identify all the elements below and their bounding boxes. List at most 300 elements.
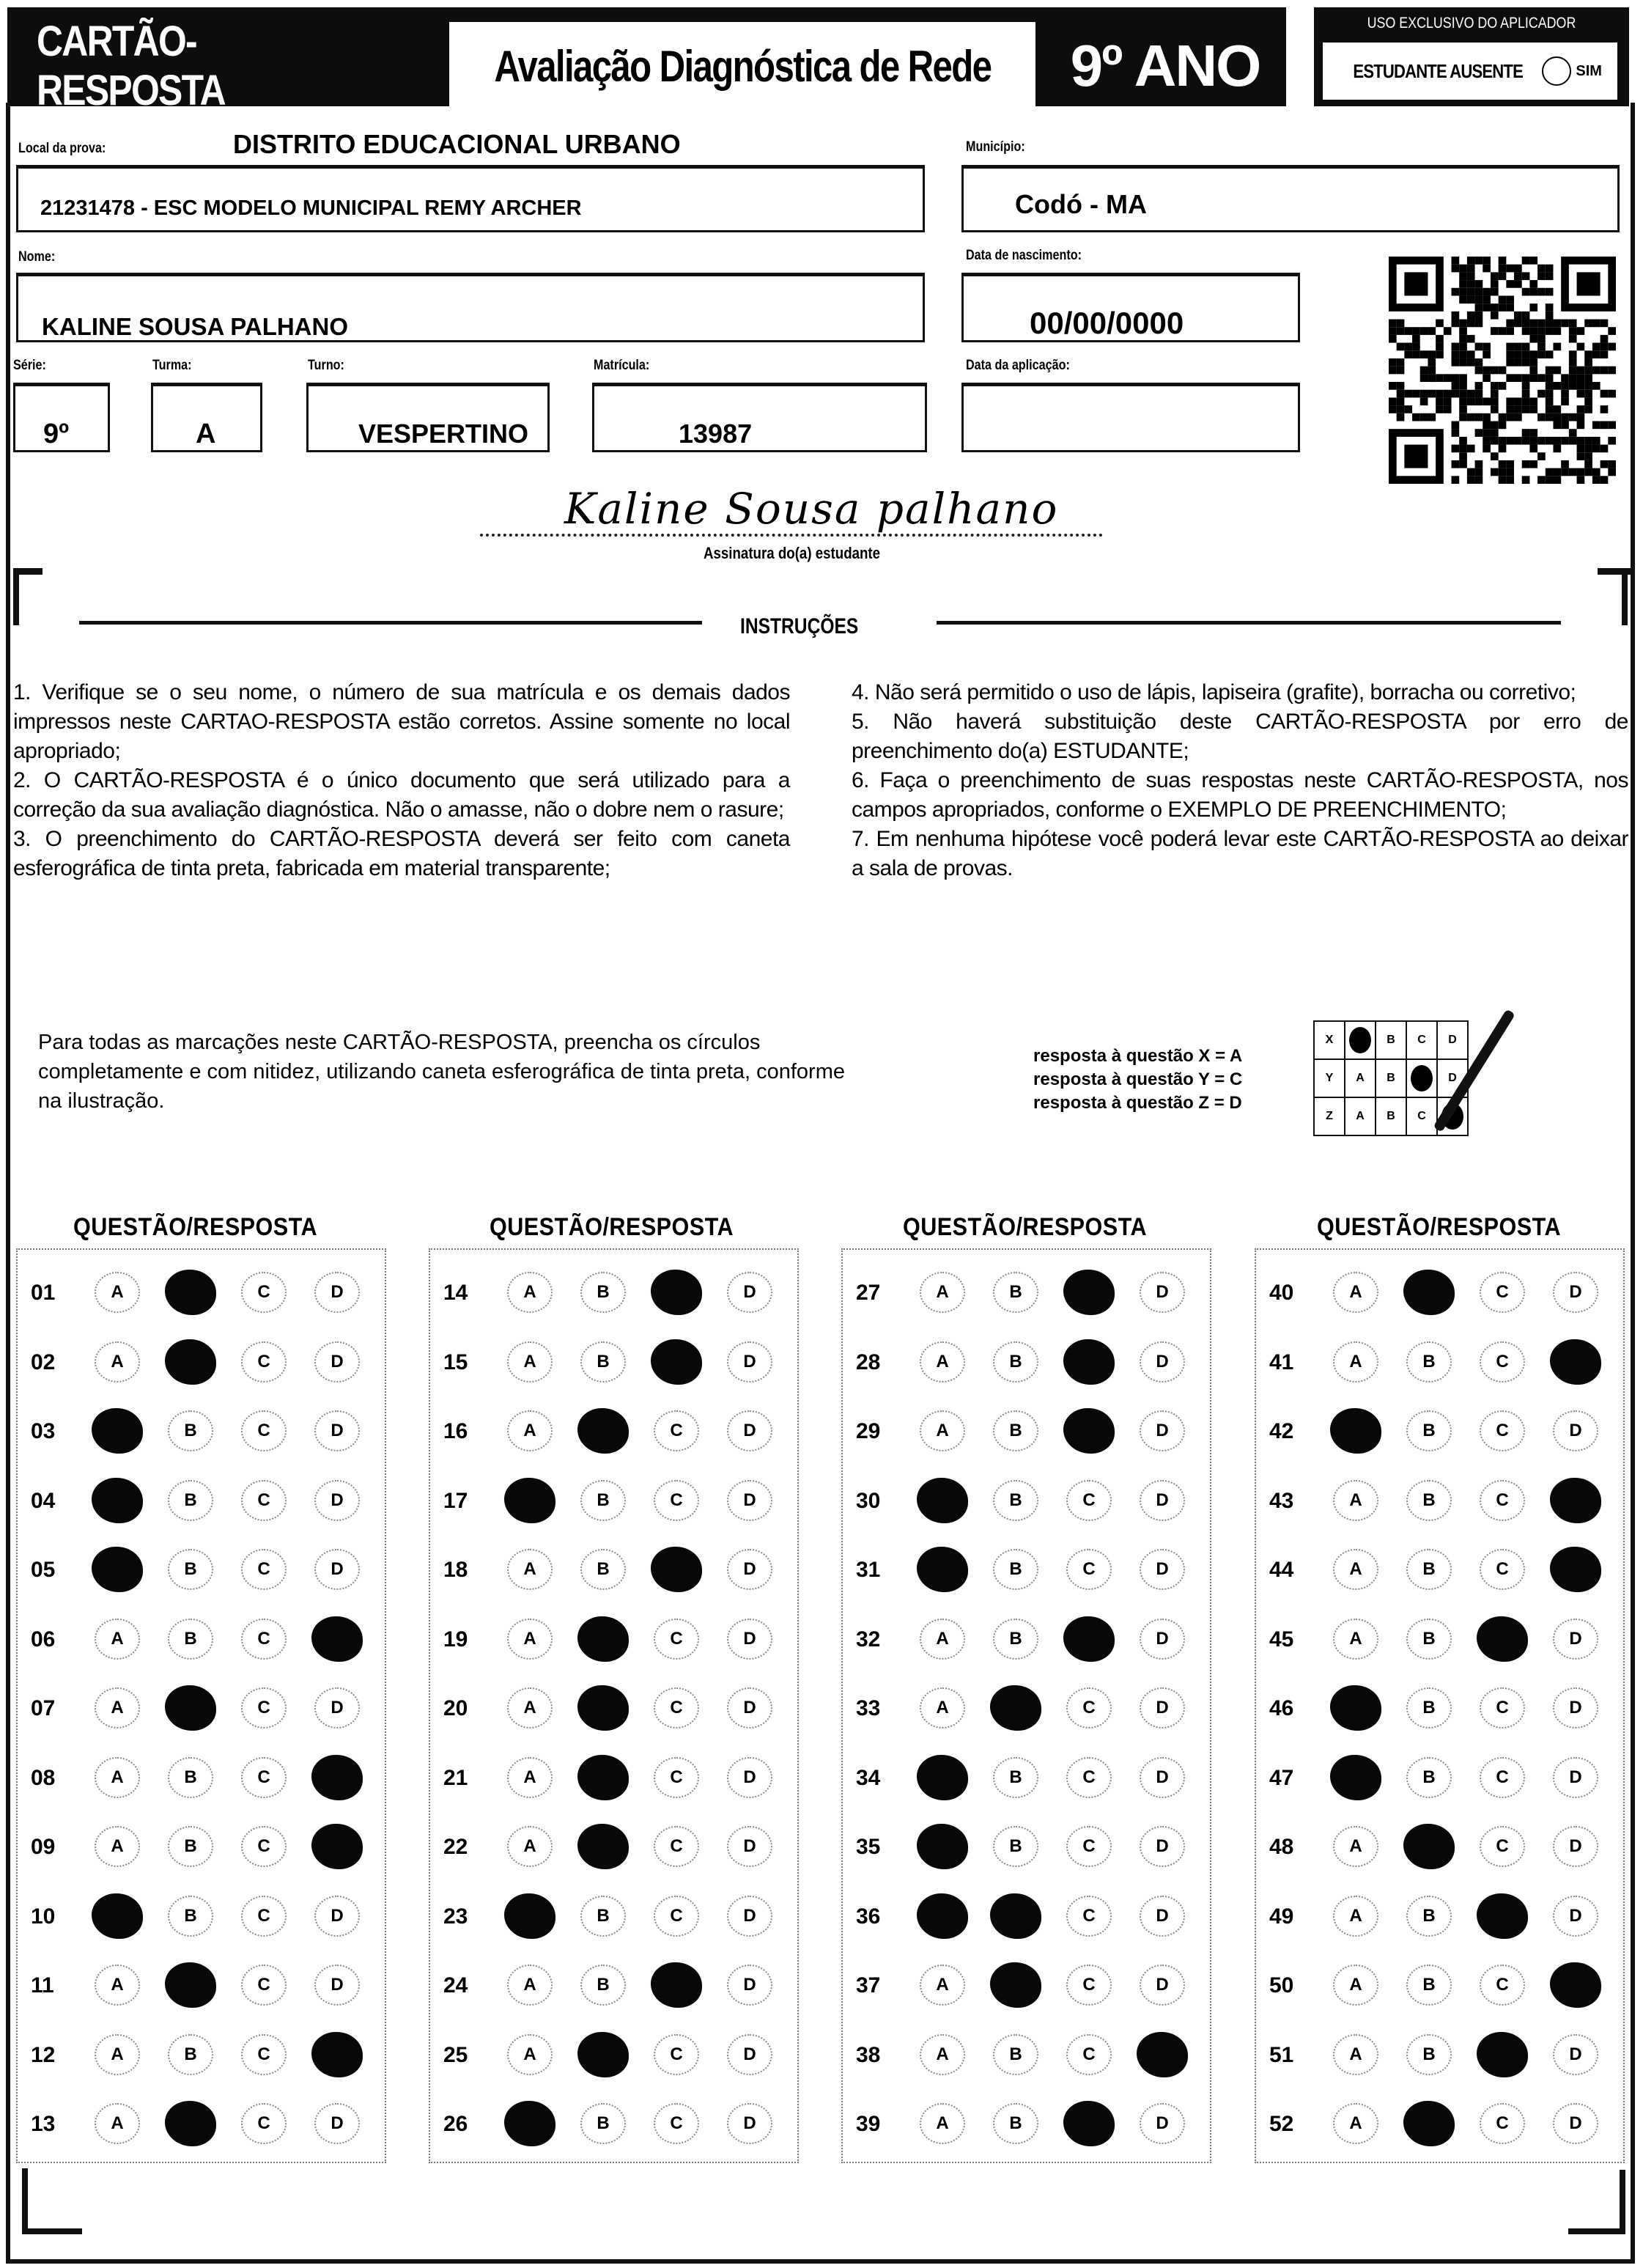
answer-bubble[interactable]: C [1066,2034,1112,2075]
answer-bubble[interactable]: D [1553,1757,1598,1798]
answer-bubble[interactable]: A [1333,1341,1378,1382]
qr-module [1553,445,1561,453]
qr-module [1522,437,1530,445]
question-number: 23 [443,1904,468,1929]
answer-bubble[interactable]: D [1553,1896,1598,1937]
qr-module [1459,390,1467,398]
answer-bubble[interactable]: D [1553,1687,1598,1728]
answer-bubble-filled[interactable] [1477,1893,1528,1939]
answer-bubble-filled[interactable] [577,1824,629,1869]
answer-bubble-filled[interactable] [1063,1339,1115,1385]
answer-bubble[interactable]: A [1333,2034,1378,2075]
qr-module [1475,413,1483,421]
qr-module [1452,257,1460,265]
answer-bubble[interactable]: B [993,1826,1038,1867]
answer-bubble[interactable]: D [1553,1272,1598,1313]
answer-bubble[interactable]: A [1333,1896,1378,1937]
answer-bubble-filled[interactable] [577,1755,629,1800]
answer-bubble[interactable]: A [1333,1272,1378,1313]
question-number: 26 [443,2112,468,2136]
answer-bubble[interactable]: A [507,1757,553,1798]
answer-bubble-filled[interactable] [577,1685,629,1731]
answer-bubble[interactable]: D [314,1687,360,1728]
qr-module [1491,280,1499,288]
qr-module [1514,320,1522,328]
answer-bubble[interactable]: B [1406,1341,1452,1382]
answer-bubble[interactable]: C [241,2103,287,2144]
answer-bubble[interactable]: D [727,1687,772,1728]
answer-bubble-filled[interactable] [1550,1339,1601,1385]
answer-bubble[interactable]: D [727,1965,772,2006]
qr-module [1452,358,1460,367]
qr-module [1397,405,1405,413]
qr-module [1459,335,1467,343]
answer-bubble[interactable]: B [580,1341,626,1382]
qr-module [1592,437,1600,445]
answer-bubble[interactable]: A [95,1687,140,1728]
answer-bubble-filled[interactable] [651,1547,702,1592]
answer-bubble-filled[interactable] [917,1547,968,1592]
answer-bubble-filled[interactable] [651,1339,702,1385]
answer-bubble[interactable]: B [993,1619,1038,1660]
answer-bubble[interactable]: C [654,1480,699,1521]
answer-bubble-filled[interactable] [165,1339,216,1385]
answer-bubble[interactable]: C [654,1757,699,1798]
answer-bubble-filled[interactable] [1403,1824,1455,1869]
answer-bubble-filled[interactable] [577,1616,629,1662]
qr-module [1397,382,1405,390]
answer-bubble[interactable]: A [1333,1549,1378,1590]
turno-value: VESPERTINO [358,419,529,449]
answer-bubble[interactable]: A [920,1687,965,1728]
answer-bubble[interactable]: C [1480,1272,1525,1313]
answer-bubble[interactable]: C [654,2034,699,2075]
answer-bubble[interactable]: D [727,1341,772,1382]
qr-module [1475,397,1483,405]
answer-bubble[interactable]: D [727,1896,772,1937]
answer-bubble[interactable]: C [1066,1549,1112,1590]
answer-bubble-filled[interactable] [1330,1685,1381,1731]
absent-bubble[interactable] [1542,56,1571,86]
qr-module [1608,421,1616,429]
answer-bubble[interactable]: A [95,1965,140,2006]
answer-bubble[interactable]: D [314,1272,360,1313]
answer-bubble[interactable]: C [1480,1341,1525,1382]
answer-bubble[interactable]: D [1140,1410,1185,1451]
answer-bubble[interactable]: A [920,1965,965,2006]
answer-bubble-filled[interactable] [1063,1616,1115,1662]
answer-bubble[interactable]: B [1406,2034,1452,2075]
answer-bubble-filled[interactable] [1403,2101,1455,2146]
answer-bubble[interactable]: B [580,2103,626,2144]
answer-bubble-filled[interactable] [1477,2032,1528,2077]
answer-bubble[interactable]: C [654,1826,699,1867]
answer-bubble-filled[interactable] [165,1685,216,1731]
card-title: CARTÃO-RESPOSTA [37,18,225,114]
answer-bubble[interactable]: B [1406,1480,1452,1521]
answer-bubble[interactable]: B [168,1619,213,1660]
answer-bubble[interactable]: D [1140,1965,1185,2006]
answer-bubble[interactable]: D [727,1410,772,1451]
qr-module [1491,303,1499,312]
answer-bubble[interactable]: A [507,1410,553,1451]
answer-bubble[interactable]: C [1066,1687,1112,1728]
qr-module [1397,413,1405,421]
answer-bubble[interactable]: D [727,1272,772,1313]
answer-bubble[interactable]: B [1406,1687,1452,1728]
answer-bubble[interactable]: A [1333,1826,1378,1867]
qr-module [1397,390,1405,398]
answer-bubble[interactable]: A [95,1272,140,1313]
answer-bubble[interactable]: A [95,1757,140,1798]
answer-bubble[interactable]: D [727,1549,772,1590]
qr-module [1569,413,1577,421]
qr-module [1522,476,1530,484]
answer-bubble[interactable]: C [1066,1965,1112,2006]
answer-bubble-filled[interactable] [1330,1408,1381,1454]
qr-module [1522,390,1530,398]
qr-module [1537,476,1546,484]
serie-label: Série: [13,358,46,373]
answer-bubble-filled[interactable] [504,1478,555,1523]
qr-module [1577,405,1585,413]
qr-module [1491,397,1499,405]
answer-bubble[interactable]: D [314,1549,360,1590]
qr-module [1537,272,1546,280]
answer-bubble[interactable]: C [1480,1549,1525,1590]
answer-bubble-filled[interactable] [917,1478,968,1523]
nome-value: KALINE SOUSA PALHANO [42,313,349,340]
answer-bubble[interactable]: C [1480,1687,1525,1728]
question-row [18,1826,385,1870]
answer-bubble[interactable]: C [654,1410,699,1451]
qr-module [1529,320,1537,328]
answer-bubble[interactable]: D [314,1410,360,1451]
answer-bubble-filled[interactable] [165,1270,216,1315]
answer-bubble[interactable]: D [314,2103,360,2144]
answer-bubble[interactable]: A [507,1619,553,1660]
question-number: 34 [856,1765,881,1790]
answer-bubble-filled[interactable] [990,1685,1041,1731]
qr-module [1592,320,1600,328]
answer-bubble[interactable]: C [241,1549,287,1590]
answer-bubble[interactable]: D [1140,1619,1185,1660]
answer-bubble[interactable]: C [1066,1757,1112,1798]
answer-bubble[interactable]: C [241,1687,287,1728]
answer-bubble[interactable]: D [727,1619,772,1660]
question-number: 49 [1269,1904,1294,1929]
answer-bubble-filled[interactable] [92,1408,143,1454]
answer-bubble[interactable]: B [580,1965,626,2006]
question-number: 45 [1269,1627,1294,1652]
answer-bubble[interactable]: C [1066,1896,1112,1937]
question-number: 03 [31,1419,56,1443]
question-row [1256,1896,1623,1940]
filled-bubble-icon [1411,1065,1433,1091]
qr-module [1522,288,1530,296]
answer-bubble-filled[interactable] [92,1893,143,1939]
answer-bubble-filled[interactable] [311,1824,363,1869]
qr-module [1467,468,1475,476]
qr-module [1389,327,1397,335]
answer-bubble[interactable]: A [507,1549,553,1590]
answer-bubble[interactable]: C [1480,1480,1525,1521]
answer-bubble[interactable]: A [920,1272,965,1313]
qr-module [1459,295,1467,303]
answer-bubble-filled[interactable] [92,1478,143,1523]
answer-bubble[interactable]: C [654,2103,699,2144]
answer-bubble[interactable]: D [1140,2103,1185,2144]
answer-bubble-filled[interactable] [1550,1547,1601,1592]
qr-module [1436,343,1444,351]
answer-bubble[interactable]: B [1406,1549,1452,1590]
answer-bubble[interactable]: B [168,1480,213,1521]
answer-bubble[interactable]: C [241,1757,287,1798]
qr-module [1569,374,1577,382]
answer-bubble[interactable]: B [993,1272,1038,1313]
answer-bubble[interactable]: D [727,2103,772,2144]
answer-bubble[interactable]: B [168,1410,213,1451]
answer-bubble-filled[interactable] [92,1547,143,1592]
answer-bubble[interactable]: A [1333,1480,1378,1521]
answer-bubble[interactable]: C [1066,1826,1112,1867]
answer-bubble-filled[interactable] [651,1962,702,2008]
answer-bubble[interactable]: D [1553,2103,1598,2144]
answer-bubble-filled[interactable] [917,1755,968,1800]
answer-bubble[interactable]: B [580,1896,626,1937]
answer-bubble[interactable]: A [95,2103,140,2144]
qr-module [1546,272,1554,280]
answer-bubble[interactable]: A [507,1341,553,1382]
answer-bubble[interactable]: C [241,1480,287,1521]
answer-bubble[interactable]: C [1480,2103,1525,2144]
answer-bubble-filled[interactable] [1550,1962,1601,2008]
answer-bubble[interactable]: D [1140,1896,1185,1937]
qr-module [1600,343,1609,351]
qr-module [1452,445,1460,453]
answer-bubble[interactable]: C [241,1896,287,1937]
qr-module [1569,358,1577,367]
answer-bubble[interactable]: A [507,1272,553,1313]
answer-bubble-filled[interactable] [1477,1616,1528,1662]
answer-bubble[interactable]: B [993,1341,1038,1382]
qr-module [1420,350,1428,358]
answer-bubble[interactable]: D [314,1480,360,1521]
answer-bubble-filled[interactable] [311,1616,363,1662]
question-row [18,1687,385,1731]
answer-bubble-filled[interactable] [1063,1270,1115,1315]
answer-bubble-filled[interactable] [990,1962,1041,2008]
answer-bubble[interactable]: D [1140,1687,1185,1728]
answer-bubble[interactable]: C [654,1896,699,1937]
qr-module [1529,303,1537,312]
answer-bubble[interactable]: B [1406,1965,1452,2006]
answer-bubble[interactable]: B [168,1549,213,1590]
answer-bubble[interactable]: B [1406,1410,1452,1451]
answer-bubble[interactable]: D [727,1826,772,1867]
answer-bubble-filled[interactable] [577,1408,629,1454]
answer-bubble[interactable]: D [314,1896,360,1937]
question-row [430,1272,797,1316]
answer-bubble-filled[interactable] [504,2101,555,2146]
answer-bubble[interactable]: B [580,1480,626,1521]
qr-module [1546,382,1554,390]
answer-bubble[interactable]: A [95,1619,140,1660]
answer-bubble[interactable]: A [920,1619,965,1660]
qr-module [1499,476,1507,484]
answer-bubble[interactable]: B [993,1480,1038,1521]
qr-module [1522,374,1530,382]
answer-bubble[interactable]: A [507,1826,553,1867]
answer-bubble[interactable]: A [95,1341,140,1382]
answer-bubble[interactable]: A [920,2103,965,2144]
answer-bubble-filled[interactable] [990,1893,1041,1939]
answer-bubble[interactable]: C [241,1272,287,1313]
answer-bubble[interactable]: A [920,1410,965,1451]
answer-bubble-filled[interactable] [577,2032,629,2077]
answer-bubble-filled[interactable] [917,1824,968,1869]
answer-bubble[interactable]: B [993,2103,1038,2144]
answer-bubble-filled[interactable] [311,2032,363,2077]
answer-bubble[interactable]: D [727,1757,772,1798]
question-number: 13 [31,2112,56,2136]
answer-bubble[interactable]: A [95,1826,140,1867]
qr-module [1467,295,1475,303]
answer-bubble-filled[interactable] [311,1755,363,1800]
answer-bubble[interactable]: A [1333,2103,1378,2144]
answer-bubble[interactable]: B [168,1896,213,1937]
answer-bubble[interactable]: C [1480,1410,1525,1451]
answer-bubble[interactable]: D [1553,2034,1598,2075]
answer-bubble[interactable]: B [580,1272,626,1313]
qr-module [1459,437,1467,445]
answer-bubble[interactable]: C [1480,1757,1525,1798]
answer-bubble[interactable]: B [993,1410,1038,1451]
qr-module [1475,257,1483,265]
answer-bubble[interactable]: C [241,1410,287,1451]
answer-bubble[interactable]: B [1406,1757,1452,1798]
answer-bubble[interactable]: D [314,1965,360,2006]
answer-bubble[interactable]: C [654,1687,699,1728]
qr-module [1459,265,1467,273]
answer-bubble[interactable]: D [1553,1826,1598,1867]
answer-bubble[interactable]: C [1480,1826,1525,1867]
answer-bubble[interactable]: A [507,2034,553,2075]
answer-bubble[interactable]: D [1140,1826,1185,1867]
answer-bubble[interactable]: A [920,2034,965,2075]
qr-module [1483,374,1491,382]
answer-bubble-filled[interactable] [1063,2101,1115,2146]
answer-bubble[interactable]: D [727,1480,772,1521]
answer-bubble-filled[interactable] [1063,1408,1115,1454]
answer-bubble[interactable]: B [168,1826,213,1867]
answer-bubble[interactable]: D [1140,1341,1185,1382]
answer-bubble[interactable]: C [654,1619,699,1660]
qr-module [1553,343,1561,351]
qr-module [1475,303,1483,312]
answer-bubble[interactable]: C [241,1619,287,1660]
answer-bubble[interactable]: B [580,1549,626,1590]
answer-bubble[interactable]: B [168,2034,213,2075]
answer-bubble[interactable]: C [241,2034,287,2075]
qr-module [1459,460,1467,468]
filled-bubble-icon [1349,1027,1371,1053]
local-title: DISTRITO EDUCACIONAL URBANO [233,129,681,159]
answer-bubble[interactable]: D [727,2034,772,2075]
qr-module [1389,320,1397,328]
answer-bubble[interactable]: B [993,2034,1038,2075]
answer-bubble[interactable]: C [241,1965,287,2006]
answer-bubble[interactable]: D [1140,1480,1185,1521]
aplicacao-field[interactable] [961,383,1300,452]
question-number: 17 [443,1488,468,1513]
question-number: 14 [443,1281,468,1305]
answer-bubble-filled[interactable] [165,1962,216,2008]
qr-module [1483,303,1491,312]
question-number: 27 [856,1281,881,1305]
qr-module [1467,272,1475,280]
answer-bubble[interactable]: A [507,1965,553,2006]
answer-bubble[interactable]: B [993,1549,1038,1590]
answer-bubble[interactable]: A [507,1687,553,1728]
answer-bubble[interactable]: B [168,1757,213,1798]
answer-bubble[interactable]: B [1406,1896,1452,1937]
answer-bubble-filled[interactable] [504,1893,555,1939]
answer-bubble[interactable]: C [241,1826,287,1867]
answer-bubble-filled[interactable] [165,2101,216,2146]
answer-bubble-filled[interactable] [1403,1270,1455,1315]
question-number: 28 [856,1350,881,1374]
question-row [18,2034,385,2078]
answer-bubble-filled[interactable] [1550,1478,1601,1523]
qr-module [1444,374,1452,382]
answer-bubble[interactable]: C [1480,1965,1525,2006]
answer-bubble[interactable]: D [314,1341,360,1382]
qr-module [1577,382,1585,390]
qr-module [1491,327,1499,335]
answer-bubble[interactable]: B [993,1757,1038,1798]
answer-bubble[interactable]: D [1140,1549,1185,1590]
answer-bubble[interactable]: D [1140,1757,1185,1798]
qr-module [1452,350,1460,358]
answer-bubble[interactable]: C [1066,1480,1112,1521]
qr-module [1561,397,1569,405]
answer-bubble-filled[interactable] [651,1270,702,1315]
qr-module [1499,265,1507,273]
qr-module [1584,452,1592,460]
qr-module [1491,382,1499,390]
answer-bubble-filled[interactable] [1330,1755,1381,1800]
answer-bubble[interactable]: D [1140,1272,1185,1313]
question-number: 18 [443,1558,468,1582]
qr-finder-mark [1404,272,1428,295]
answer-bubble[interactable]: A [95,2034,140,2075]
answer-bubble[interactable]: B [1406,1619,1452,1660]
municipio-label: Município: [966,139,1025,155]
qr-module [1452,460,1460,468]
answer-bubble[interactable]: A [920,1341,965,1382]
answer-bubble[interactable]: D [1553,1619,1598,1660]
instructions-left [13,678,790,883]
answer-bubble-filled[interactable] [917,1893,968,1939]
answer-bubble[interactable]: A [1333,1619,1378,1660]
answer-bubble[interactable]: A [1333,1965,1378,2006]
answer-bubble[interactable]: D [1553,1410,1598,1451]
qr-module [1553,405,1561,413]
answer-bubble-filled[interactable] [1137,2032,1188,2077]
qr-module [1506,437,1514,445]
answer-bubble[interactable]: C [241,1341,287,1382]
